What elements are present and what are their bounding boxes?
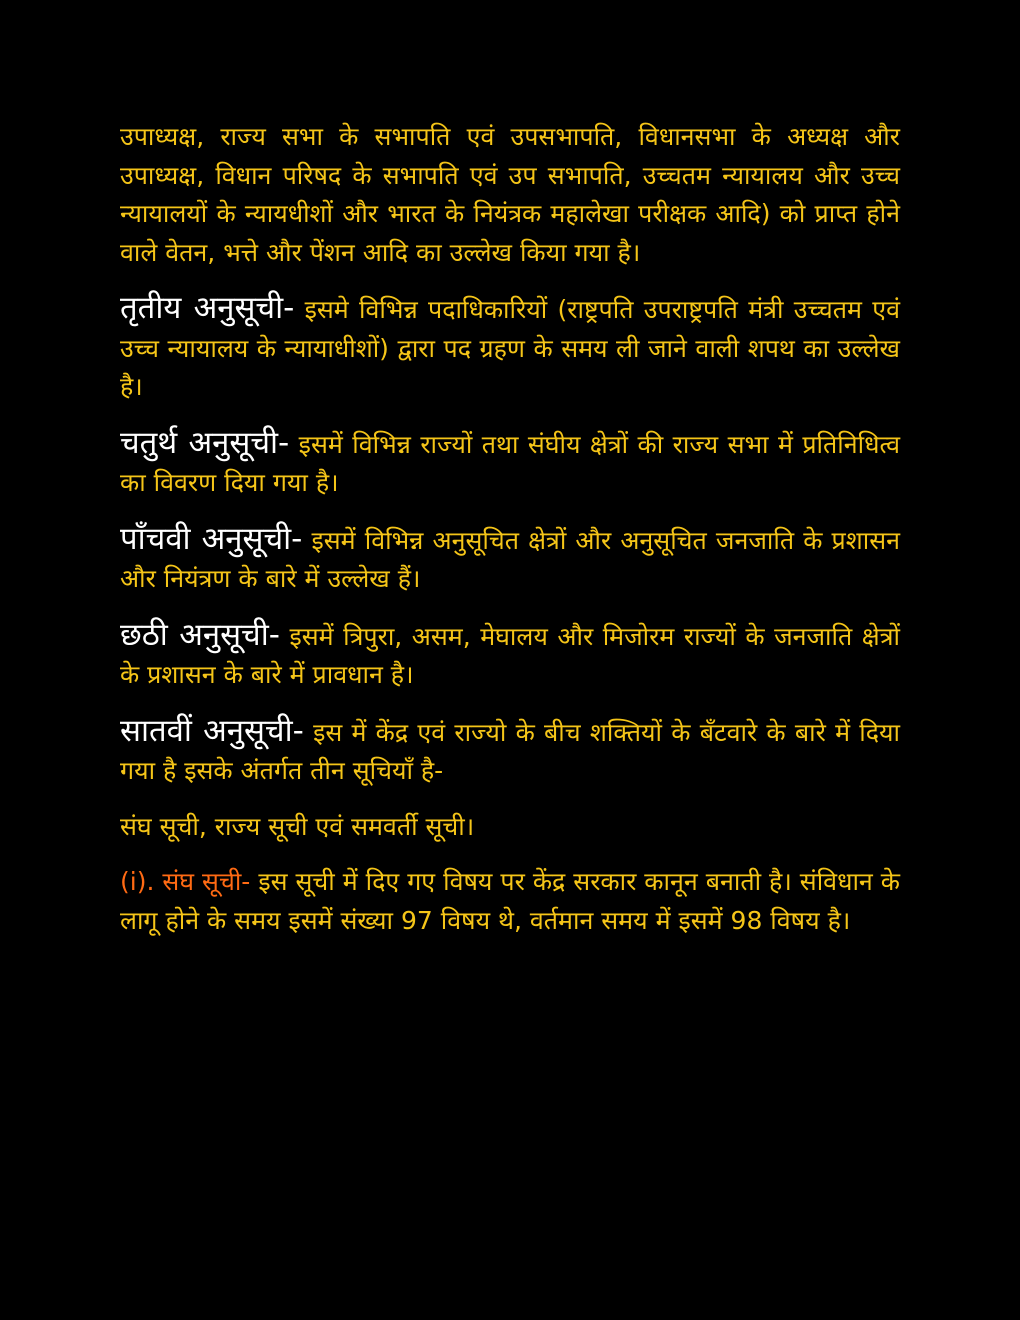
fifth-schedule-text: इसमें विभिन्न अनुसूचित क्षेत्रों और अनुसूचित जनजाति के प्रशासन और नियंत्रण के बारे में उल्लेख हैं। xyxy=(120,525,901,593)
union-list-text: इस सूची में दिए गए विषय पर केंद्र सरकार कानून बनाती है। संविधान के लागू होने के समय इसमें संख्या 97 विषय थे, वर्तमान समय में इसमें 98 विषय है। xyxy=(120,867,900,935)
intro-paragraph xyxy=(120,118,900,272)
union-list-paragraph xyxy=(120,863,900,940)
seventh-schedule-text: इस में केंद्र एवं राज्यो के बीच शक्तियों के बँटवारे के बारे में दिया गया है इसके अंतर्गत तीन सूचियाँ है- xyxy=(120,717,900,785)
fifth-schedule-paragraph xyxy=(120,520,900,599)
lists-line-text: संघ सूची, राज्य सूची एवं समवर्ती सूची। xyxy=(120,811,475,841)
fourth-schedule-text: इसमें विभिन्न राज्यों तथा संघीय क्षेत्रों की राज्य सभा में प्रतिनिधित्व का विवरण दिया गया है। xyxy=(120,429,900,497)
fifth-schedule-heading: पाँचवी अनुसूची- xyxy=(120,520,303,557)
third-schedule-paragraph xyxy=(120,289,900,407)
sixth-schedule-paragraph xyxy=(120,616,900,695)
lists-line-paragraph xyxy=(120,808,900,847)
third-schedule-heading: तृतीय अनुसूची- xyxy=(120,290,295,326)
third-schedule-text: इसमे विभिन्न पदाधिकारियों (राष्ट्रपति उपराष्ट्रपति मंत्री उच्चतम एवं उच्च न्यायालय के न्यायाधीशों) द्वारा पद ग्रहण के समय ली जाने वाली शपथ का उल्लेख है। xyxy=(120,295,900,401)
fourth-schedule-heading: चतुर्थ अनुसूची- xyxy=(120,424,290,461)
seventh-schedule-paragraph xyxy=(120,712,900,791)
sixth-schedule-text: इसमें त्रिपुरा, असम, मेघालय और मिजोरम राज्यों के जनजाति क्षेत्रों के प्रशासन के बारे में प्रावधान है। xyxy=(120,621,900,689)
union-list-marker: (i). संघ सूची- xyxy=(120,867,251,896)
fourth-schedule-paragraph xyxy=(120,424,900,503)
document-page xyxy=(120,118,900,957)
sixth-schedule-heading: छठी अनुसूची- xyxy=(120,616,280,653)
intro-text: उपाध्यक्ष, राज्य सभा के सभापति एवं उपसभापति, विधानसभा के अध्यक्ष और उपाध्यक्ष, विधान परिषद के सभापति एवं उप सभापति, उच्चतम न्यायालय और उच्च न्यायालयों के न्यायधीशों और भारत के नियंत्रक महालेखा परीक्षक आदि) को प्राप्त होने वाले वेतन, भत्ते और पेंशन आदि का उल्लेख किया गया है। xyxy=(120,122,900,267)
seventh-schedule-heading: सातवीं अनुसूची- xyxy=(120,712,304,749)
